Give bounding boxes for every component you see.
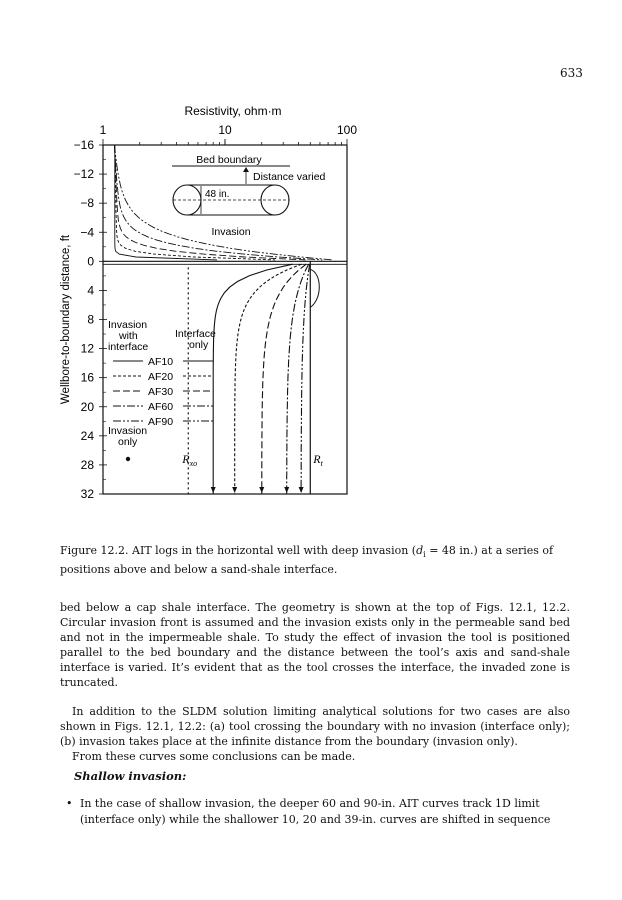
y-tick-label: −4	[80, 225, 94, 240]
curve-af90-sand	[301, 264, 310, 494]
curve-af20-sand	[235, 264, 302, 494]
curve-end-arrow-icon	[232, 487, 237, 493]
inset-distance-varied-label: Distance varied	[253, 171, 326, 183]
legend-label-af10: AF10	[148, 356, 174, 368]
legend-col1-header: with	[119, 330, 138, 342]
inset-diameter-label: 48 in.	[205, 189, 230, 200]
y-tick-label: −12	[73, 167, 94, 182]
y-tick-label: −16	[73, 138, 94, 152]
inset-invasion-left	[173, 185, 201, 215]
legend-label-af90: AF90	[148, 416, 174, 428]
legend-dot-icon	[126, 457, 130, 461]
legend-col2-header: only	[189, 339, 209, 351]
curve-af10-sand	[213, 264, 293, 494]
paragraph-2: In addition to the SLDM solution limiting analytical solutions for two cases are also shown in Figs. 12.1, 12.2: (a) tool crossing the boundary with no invasion (interface only); (b) invasion takes place at the infinite distance from the boundary (invasion only).	[60, 705, 570, 748]
y-tick-label: 16	[80, 370, 94, 385]
inset-invasion-label: Invasion	[211, 226, 251, 238]
rt-label: $R_t$	[313, 452, 323, 468]
y-tick-label: 20	[80, 399, 94, 414]
curve-af60-sand	[287, 264, 309, 494]
y-tick-label: 12	[80, 341, 94, 356]
bullet-icon: •	[66, 797, 73, 810]
x-tick-label: 10	[218, 123, 232, 137]
curve-end-arrow-icon	[299, 487, 304, 493]
legend-label-af60: AF60	[148, 401, 174, 413]
section-heading: Shallow invasion:	[74, 769, 187, 783]
y-tick-label: −8	[80, 196, 94, 211]
legend-col2-header: Interface	[175, 328, 216, 340]
paragraph-3: From these curves some conclusions can be made.	[72, 750, 356, 763]
figure-caption: Figure 12.2. AIT logs in the horizontal well with deep invasion ($d_i = 48$ in.) at a series of positions above and below a sand-shale interface.	[60, 544, 554, 577]
chart-title: Resistivity, ohm·m	[184, 104, 282, 118]
x-tick-label: 100	[336, 123, 358, 137]
inset-arrowhead-icon	[243, 167, 249, 172]
rt-subscript: t	[320, 459, 323, 468]
y-tick-label: 4	[87, 283, 94, 298]
rt-overshoot-curve	[310, 269, 319, 307]
y-tick-label: 32	[80, 487, 94, 501]
legend-invasion-only: only	[118, 436, 138, 448]
legend-label-af20: AF20	[148, 371, 174, 383]
legend-label-af30: AF30	[148, 386, 174, 398]
y-tick-label: 28	[80, 457, 94, 472]
inset-bed-boundary-label: Bed boundary	[196, 154, 262, 166]
rxo-subscript: xo	[189, 459, 198, 468]
rxo-label: $R_{xo}$	[182, 452, 198, 468]
x-tick-label: 1	[99, 123, 107, 137]
y-tick-label: 0	[87, 254, 94, 269]
curve-end-arrow-icon	[259, 487, 264, 493]
curve-end-arrow-icon	[211, 487, 216, 493]
y-tick-label: 24	[80, 428, 94, 443]
curve-af30-sand	[262, 264, 306, 494]
y-axis-label: Wellbore-to-boundary distance, ft	[60, 234, 72, 405]
legend-invasion-only: Invasion	[108, 425, 148, 437]
legend-col1-header: interface	[108, 341, 149, 353]
legend-col1-header: Invasion	[108, 319, 148, 331]
page-number: 633	[560, 66, 583, 80]
y-tick-label: 8	[87, 312, 94, 327]
curve-end-arrow-icon	[284, 487, 289, 493]
paragraph-1: bed below a cap shale interface. The geometry is shown at the top of Figs. 12.1, 12.2. Circular invasion front is assumed and the invasion exists only in the permeable sand bed and not in the impermeable shale. To study the effect of invasion the tool is positioned parallel to the bed boundary and the distance between the tool’s axis and sand-shale interface is varied. It’s evident that as the tool crosses the interface, the invaded zone is truncated.	[60, 601, 570, 689]
